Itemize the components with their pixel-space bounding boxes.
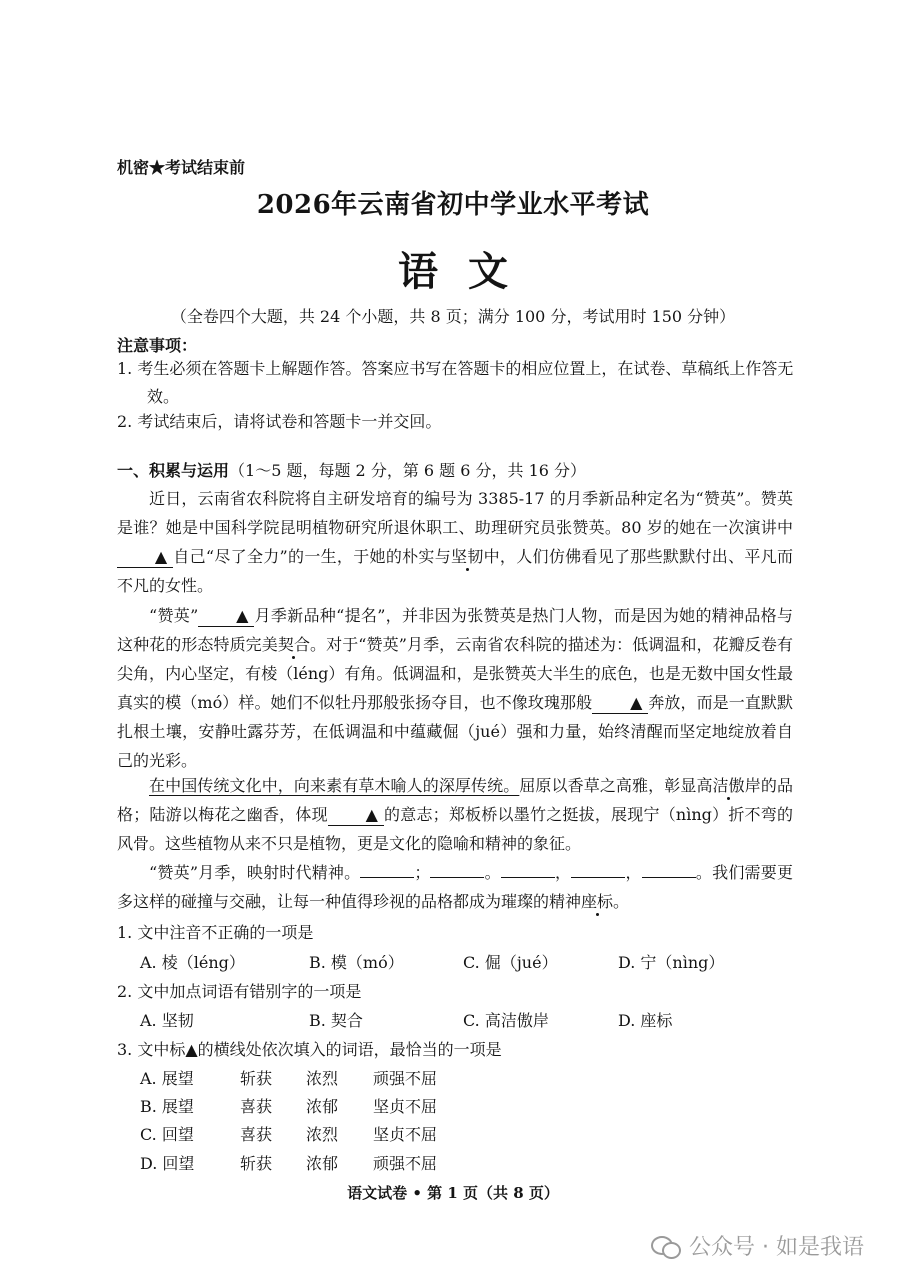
q3-option-c-2: 喜获 [240, 1125, 273, 1144]
section-heading-rest: （1～5 题，每题 2 分，第 6 题 6 分，共 16 分） [229, 461, 587, 480]
q3-option-a-1: A. 展望 [140, 1069, 194, 1088]
section-heading-bold: 一、积累与运用 [117, 461, 230, 480]
watermark [651, 1230, 864, 1261]
notice-item-1: 1. 考生必须在答题卡上解题作答。答案应书写在答题卡的相应位置上，在试卷、草稿纸上作答无效。 [117, 359, 794, 406]
passage-paragraph-1: 近日，云南省农科院将自主研发培育的编号为 3385-17 的月季新品种定名为“赞英”。赞英是谁？她是中国科学院昆明植物研究所退休职工、助理研究员张赞英。80 岁的她在一次演讲中▲ 自己“尽了全力”的一生，于她的朴实与坚韧中，人们仿佛看见了那些默默付出、平凡而不凡的女性。 [117, 489, 793, 595]
q3-option-a-2: 斩获 [240, 1069, 273, 1088]
fill-line-5 [642, 861, 696, 878]
underlined-sentence: 在中国传统文化中，向来素有草木喻人的深厚传统。 [149, 776, 520, 795]
blank-2: ▲ [198, 606, 254, 627]
q3-option-c-3: 浓烈 [306, 1125, 339, 1144]
blank-1: ▲ [117, 547, 173, 568]
exam-meta: （全卷四个大题，共 24 个小题，共 8 页；满分 100 分，考试用时 150 分钟） [170, 307, 736, 326]
question-1-stem: 1. 文中注音不正确的一项是 [117, 923, 314, 942]
q3-option-d-3: 浓郁 [306, 1154, 339, 1173]
question-2-stem: 2. 文中加点词语有错别字的一项是 [117, 982, 362, 1001]
q1-option-c: C. 倔（jué） [463, 953, 558, 972]
q1-option-d: D. 宁（nìng） [618, 953, 725, 972]
q3-option-b-2: 喜获 [240, 1097, 273, 1116]
passage-paragraph-3: 在中国传统文化中，向来素有草木喻人的深厚传统。屈原以香草之高雅，彰显高洁傲岸的品格；陆游以梅花之幽香，体现 ▲ 的意志；郑板桥以墨竹之挺拔，展现宁（nìng）折不弯的风骨。这些植物从来不只是植物，更是文化的隐喻和精神的象征。 [117, 776, 793, 853]
wechat-icon [651, 1234, 681, 1258]
section-heading [117, 458, 586, 481]
watermark-text: 公众号 · 如是我语 [689, 1235, 864, 1260]
q3-option-d-2: 斩获 [240, 1154, 273, 1173]
dotted-word-gaojieaoan: 高洁傲岸 [696, 776, 761, 795]
fill-line-2 [430, 861, 484, 878]
q3-option-a-3: 浓烈 [306, 1069, 339, 1088]
q3-option-c-1: C. 回望 [140, 1125, 194, 1144]
question-3-stem: 3. 文中标▲的横线处依次填入的词语，最恰当的一项是 [117, 1040, 502, 1059]
page-footer: 语文试卷 • 第 1 页（共 8 页） [347, 1184, 559, 1202]
notice-item-2: 2. 考试结束后，请将试卷和答题卡一并交回。 [117, 412, 442, 431]
q3-option-b-4: 坚贞不屈 [373, 1097, 438, 1116]
q3-option-d-4: 顽强不屈 [373, 1154, 438, 1173]
q1-option-a: A. 棱（léng） [140, 953, 245, 972]
q3-option-d-1: D. 回望 [140, 1154, 195, 1173]
q3-option-a-4: 顽强不屈 [373, 1069, 438, 1088]
q3-option-b-1: B. 展望 [140, 1097, 194, 1116]
fill-line-1 [360, 861, 414, 878]
blank-4: ▲ [328, 805, 384, 826]
q1-option-b: B. 模（mó） [309, 953, 404, 972]
dotted-word-jianren: 坚韧 [451, 547, 484, 566]
q2-option-d: D. 座标 [618, 1011, 673, 1030]
dotted-word-zuobiao: 座标 [581, 892, 614, 911]
q3-option-b-3: 浓郁 [306, 1097, 339, 1116]
q3-option-c-4: 坚贞不屈 [373, 1125, 438, 1144]
q2-option-c: C. 高洁傲岸 [463, 1011, 549, 1030]
passage-paragraph-4: “赞英”月季，映射时代精神。 ； 。 ， ， 。我们需要更多这样的碰撞与交融，让每一种值得珍视的品格都成为璀璨的精神座标。 [117, 863, 793, 911]
fill-line-4 [571, 861, 625, 878]
q2-option-b: B. 契合 [309, 1011, 363, 1030]
blank-3: ▲ [592, 693, 648, 714]
exam-title: 2026年云南省初中学业水平考试 [256, 190, 650, 220]
passage-paragraph-2: “赞英” ▲ 月季新品种“提名”，并非因为张赞英是热门人物，而是因为她的精神品格与这种花的形态特质完美契合。对于“赞英”月季，云南省农科院的描述为：低调温和，花瓣反卷有尖角，内心坚定，有棱（léng）有角。低调温和，是张赞英大半生的底色，也是无数中国女性最真实的模（mó）样。她们不似牡丹那般张扬夺目，也不像玫瑰那般 ▲ 奔放，而是一直默默扎根土壤，安静吐露芬芳，在低调温和中蕴藏倔（jué）强和力量，始终清醒而坚定地绽放着自己的光彩。 [117, 606, 793, 770]
notice-title: 注意事项： [117, 336, 198, 355]
subject-title: 语文 [398, 248, 538, 295]
q2-option-a: A. 坚韧 [140, 1011, 194, 1030]
confidential-label: 机密★考试结束前 [117, 158, 246, 177]
fill-line-3 [501, 861, 555, 878]
dotted-word-qihe: 契合 [277, 635, 311, 654]
